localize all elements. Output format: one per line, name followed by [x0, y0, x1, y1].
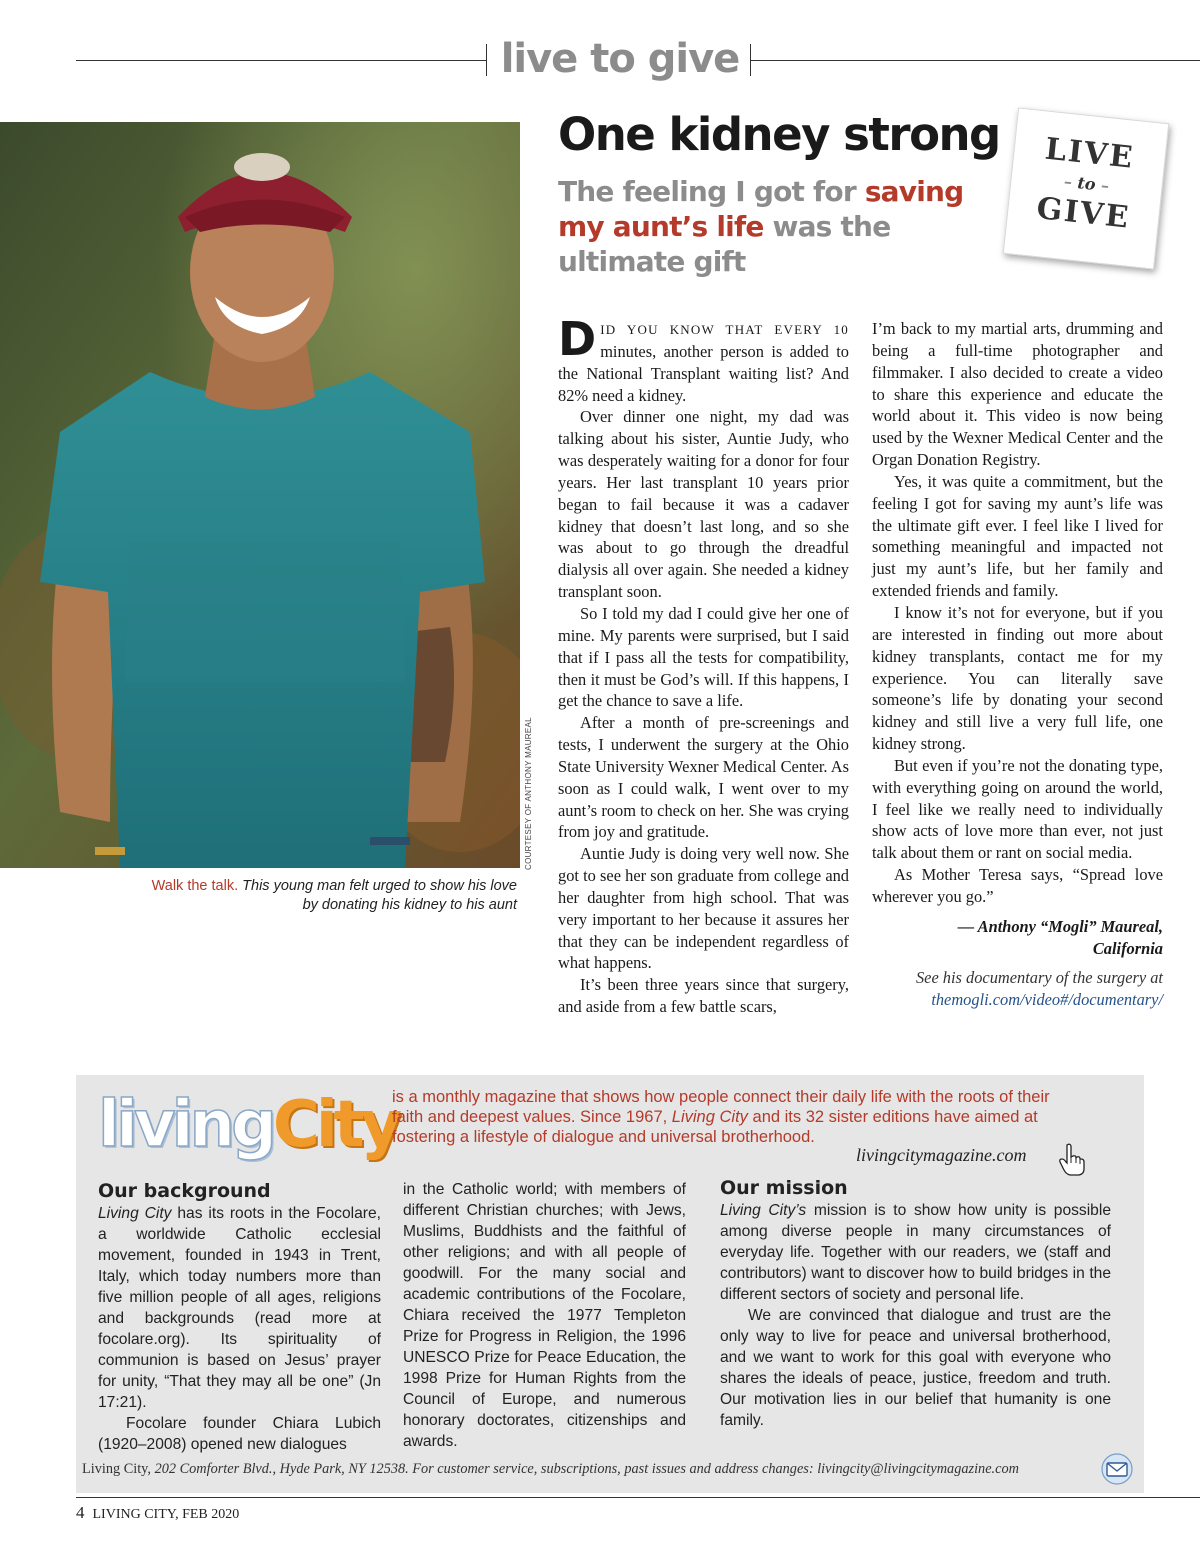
footer-rule	[76, 1497, 1200, 1498]
article-paragraph: So I told my dad I could give her one of mine. My parents were surprised, but I said that if I pass all the tests for compatibility, then it must be God’s will. If this happens, I get the chance to save a life.	[558, 603, 849, 711]
article-paragraph: Yes, it was quite a commitment, but the feeling I got for saving my aunt’s life was the ultimate gift ever. I feel like I lived for something meaningful and impacted not just my aunt’s life, but her family and extended friends and family.	[872, 471, 1163, 601]
photo-credit: COURTESEY OF ANTHONY MAUREAL	[524, 717, 533, 870]
article-headline: One kidney strong	[558, 108, 1000, 161]
website-link[interactable]: livingcitymagazine.com	[856, 1145, 1027, 1165]
background-paragraph: in the Catholic world; with members of different Christian churches; with Jews, Muslims, Buddhists and the faithful of other religions; and with all people of goodwill. For the many social and academic contributions of the Focolare, Chiara received the 1977 Templeton Prize for Progress in Religion, the 1996 UNESCO Prize for Peace Education, the 1998 Prize for Human Rights from the Council of Europe, and numerous honorary doctorates, citizenships and awards.	[403, 1181, 686, 1450]
living-city-intro: is a monthly magazine that shows how people connect their daily life with the roots of their faith and deepest values. Since 1967, Living City and its 32 sister editions have aimed at fostering a lifestyle of dialogue and universal brotherhood.	[392, 1088, 1050, 1146]
living-city-infobox	[76, 1075, 1144, 1493]
page-number: 4	[76, 1503, 85, 1522]
section-rule-right	[750, 60, 1200, 61]
mission-paragraph: Living City’s mission is to show how unity is possible among diverse people in many circumstances of everyday life. Together with our readers, we (staff and contributors) want to discover how to build bridges in the different sectors of society and personal life.	[720, 1202, 1111, 1303]
stamp-line-to: – to –	[1063, 171, 1111, 196]
caption-text: This young man felt urged to show his love by donating his kidney to his aunt	[242, 878, 517, 913]
background-column-2	[403, 1179, 686, 1452]
section-rule-left	[76, 60, 486, 61]
article-paragraph: As Mother Teresa says, “Spread love wherever you go.”	[872, 865, 1163, 906]
section-tick-left	[486, 44, 487, 76]
documentary-note: See his documentary of the surgery at themogli.com/video#/documentary/	[872, 967, 1163, 1011]
lead-in: ID YOU KNOW THAT EVERY 10	[600, 322, 849, 337]
article-paragraph: I know it’s not for everyone, but if you are interested in finding out more about kidney transplants, contact me for my experience. You can literally save someone’s life by donating your second kidney and still live a very full life, one kidney strong.	[872, 602, 1163, 754]
author-signature: — Anthony “Mogli” Maureal, California	[957, 916, 1163, 958]
article-paragraph: DID YOU KNOW THAT EVERY 10 minutes, another person is added to the National Transplant waiting list? And 82% need a kidney.	[558, 312, 849, 405]
mission-column	[720, 1176, 1111, 1431]
stamp-line-give: GIVE	[1034, 191, 1132, 236]
background-heading: Our background	[98, 1180, 271, 1202]
deck-lead: The feeling I got for	[558, 175, 856, 208]
background-paragraph: Focolare founder Chiara Lubich (1920–2008) opened new dialogues	[98, 1415, 381, 1453]
deck-tail: was the ultimate gift	[558, 210, 891, 278]
issue-label: LIVING CITY, FEB 2020	[92, 1507, 240, 1522]
section-title: live to give	[500, 36, 740, 82]
article-paragraph: Over dinner one night, my dad was talking about his sister, Auntie Judy, who was desperately waiting for a donor for four years. Her last transplant 10 years prior began to fail because it was a cadaver kidney that doesn’t last long, and so she was about to go through the dreadful dialysis all over again. She needed a kidney transplant soon.	[558, 407, 849, 602]
background-paragraph: Living City has its roots in the Focolare, a worldwide Catholic ecclesial movement, founded in 1943 in Trent, Italy, which today numbers more than five million people of all ages, religions and backgrounds (read more at focolare.org). Its spirituality of communion is based on Jesus’ prayer for unity, “That they may all be one” (Jn 17:21).	[98, 1205, 381, 1411]
envelope-icon[interactable]	[1101, 1453, 1133, 1485]
article-column-2	[872, 318, 1163, 1011]
article-paragraph: I’m back to my martial arts, drumming and being a full-time photographer and filmmaker. I also decided to create a video to share this experience and educate the world about it. This video is now being used by the Wexner Medical Center and the Organ Donation Registry.	[872, 319, 1163, 470]
background-column-1	[98, 1179, 381, 1455]
portrait-illustration	[0, 122, 520, 868]
living-city-logo: livingCity	[98, 1088, 399, 1162]
caption-lead: Walk the talk.	[151, 878, 239, 894]
documentary-link[interactable]: themogli.com/video#/documentary/	[931, 990, 1163, 1010]
page-folio	[76, 1503, 239, 1523]
article-column-1	[558, 312, 849, 1018]
drop-cap: D	[558, 312, 597, 366]
photo-caption	[150, 877, 517, 915]
article-paragraph: It’s been three years since that surgery, and aside from a few battle scars,	[558, 975, 849, 1017]
article-paragraph: But even if you’re not the donating type, with everything going on around the world, I feel like we really need to individually show acts of love more than ever, not just talk about them or rant on social media.	[872, 755, 1163, 863]
mission-heading: Our mission	[720, 1177, 848, 1199]
stamp-line-live: LIVE	[1043, 131, 1136, 176]
live-to-give-stamp	[1003, 107, 1170, 269]
deck-highlight: saving my aunt’s life	[558, 175, 964, 243]
mission-paragraph: We are convinced that dialogue and trust are the only way to live for peace and universal brotherhood, and we want to work for this goal with everyone who shares the ideals of peace, justice, freedom and truth. Our motivation lies in our belief that humanity is one family.	[720, 1307, 1111, 1429]
portrait-photo	[0, 122, 520, 868]
article-paragraph: Auntie Judy is doing very well now. She got to see her son graduate from college and her daughter from high school. That was very important to her because it assures her that they can be independent regardless of what happens.	[558, 844, 849, 973]
hand-pointer-icon	[1058, 1143, 1086, 1177]
contact-address: Living City, 202 Comforter Blvd., Hyde Park, NY 12538. For customer service, subscriptions, past issues and address changes: livingcity@livingcitymagazine.com	[82, 1461, 1019, 1477]
article-deck	[558, 174, 978, 279]
article-paragraph: After a month of pre-screenings and tests, I underwent the surgery at the Ohio State University Wexner Medical Center. As soon as I could walk, I went over to my aunt’s room to check on her. She was crying from joy and gratitude.	[558, 713, 849, 842]
